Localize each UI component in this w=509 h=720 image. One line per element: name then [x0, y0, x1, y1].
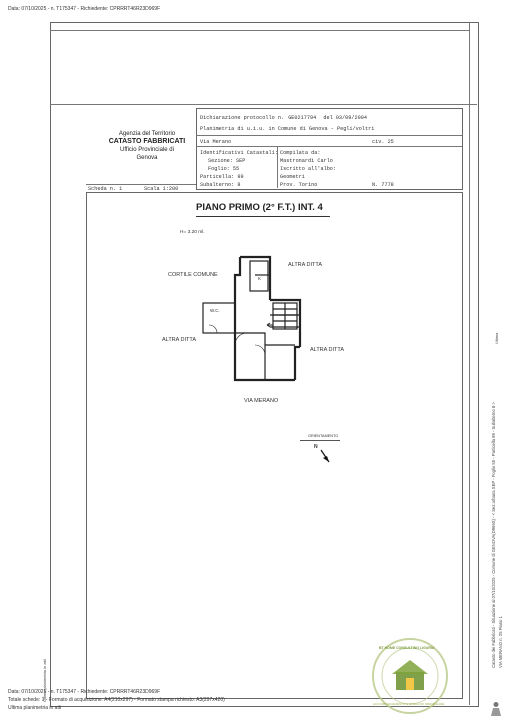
declaration-line — [200, 115, 367, 121]
floor-title: PIANO PRIMO (2° F.T.) INT. 4 — [196, 202, 323, 213]
compilata-albo: Geometri — [280, 174, 305, 180]
identificativi-sezione: Sezione: SEP — [208, 158, 246, 164]
identificativi-particella: Particella: 99 — [200, 174, 244, 180]
label-kitchen: K — [258, 276, 262, 281]
label-altra-ditta-top: ALTRA DITTA — [288, 262, 323, 268]
compilata-number: N. 7778 — [372, 182, 394, 188]
declaration-label: Dichiarazione protocollo n. — [200, 115, 285, 121]
province-label: Genova — [136, 155, 158, 161]
compilata-iscritto: Iscritto all'albo: — [280, 166, 337, 172]
identificativi-foglio: Foglio: 55 — [208, 166, 240, 172]
watermark-ring-text: ACCOMPAGNAMENTO & STRALCIO IMMOBILIARE — [373, 702, 445, 706]
orientation-label: ORIENTAMENTO — [308, 434, 339, 438]
declaration-date: 03/09/2004 — [335, 115, 367, 121]
header-request-info: Data: 07/10/2025 - n. T175347 - Richiedente: CPRRRT46R23D969F — [8, 6, 161, 12]
address-via: Via Merano — [200, 139, 232, 145]
decl-sep-2 — [196, 146, 462, 147]
side-mark: Ultima — [494, 332, 499, 344]
north-letter: N — [314, 444, 318, 450]
top-inner-line-2 — [50, 104, 477, 105]
planimetria-line: Planimetria di u.i.u. in Comune di Genova - Pegli/voltri — [200, 126, 375, 132]
label-cortile-comune: CORTILE COMUNE — [168, 272, 218, 278]
identificativi-title: Identificativi Catastali: — [200, 150, 278, 156]
ceiling-height: H= 3.20 ml. — [180, 230, 205, 235]
label-via-merano: VIA MERANO — [244, 398, 279, 404]
ufficio-label: Ufficio Provinciale di — [120, 147, 174, 153]
compilata-name: Mastronardi Carlo — [280, 158, 333, 164]
corner-figure-icon — [489, 701, 503, 717]
identificativi-subalterno: Subalterno: 8 — [200, 182, 241, 188]
compilata-title: Compilata da: — [280, 150, 321, 156]
scheda-number: Scheda n. 1 — [88, 186, 123, 192]
declaration-number: GE0217794 — [288, 115, 317, 121]
right-margin-line — [469, 22, 470, 705]
catasto-label: CATASTO FABBRICATI — [108, 138, 186, 145]
side-info-text: Catasto dei Fabbricati - Situazione al 07/10/2025 - Comune di GENOVA(D969S) - < Sez.urbana SEP - Foglio 55 - Particella 99 - Subalterno 8 > — [491, 402, 496, 668]
top-inner-line — [50, 30, 469, 31]
compilata-prov: Prov. Torino — [280, 182, 318, 188]
agency-name: Agenzia del Territorio — [118, 131, 176, 137]
north-arrow-icon — [318, 448, 332, 464]
label-altra-ditta-left: ALTRA DITTA — [162, 337, 197, 343]
watermark-brand: BT HOME CONSULTING LIGURIA — [379, 646, 435, 650]
scheda-line-top — [86, 184, 196, 185]
declaration-del: del — [323, 115, 333, 121]
agency-block — [92, 130, 202, 162]
side-address-text: VIA MERANO n. 25 Piano 1 — [498, 616, 503, 668]
label-altra-ditta-right: ALTRA DITTA — [310, 347, 345, 353]
footer-line-2: Totale schede: 1 - Formato di acquisizione: A4(210x297) - Formato stampa richiesto: A3(297x420) — [8, 697, 225, 703]
address-civ: civ. 25 — [372, 139, 394, 145]
footer-line-3: Ultima planimetria in atti — [8, 705, 62, 711]
decl-sep-1 — [196, 135, 462, 136]
scheda-scale: Scala 1:200 — [144, 186, 179, 192]
label-wc: W.C. — [210, 308, 220, 313]
footer-line-1: Data: 07/10/2025 - n. T175347 - Richiedente: CPRRRT46R23D969F — [8, 689, 161, 695]
orientation-line — [300, 440, 340, 441]
left-side-note: Ultima planimetria in atti — [42, 659, 47, 702]
floor-title-underline — [196, 216, 330, 217]
